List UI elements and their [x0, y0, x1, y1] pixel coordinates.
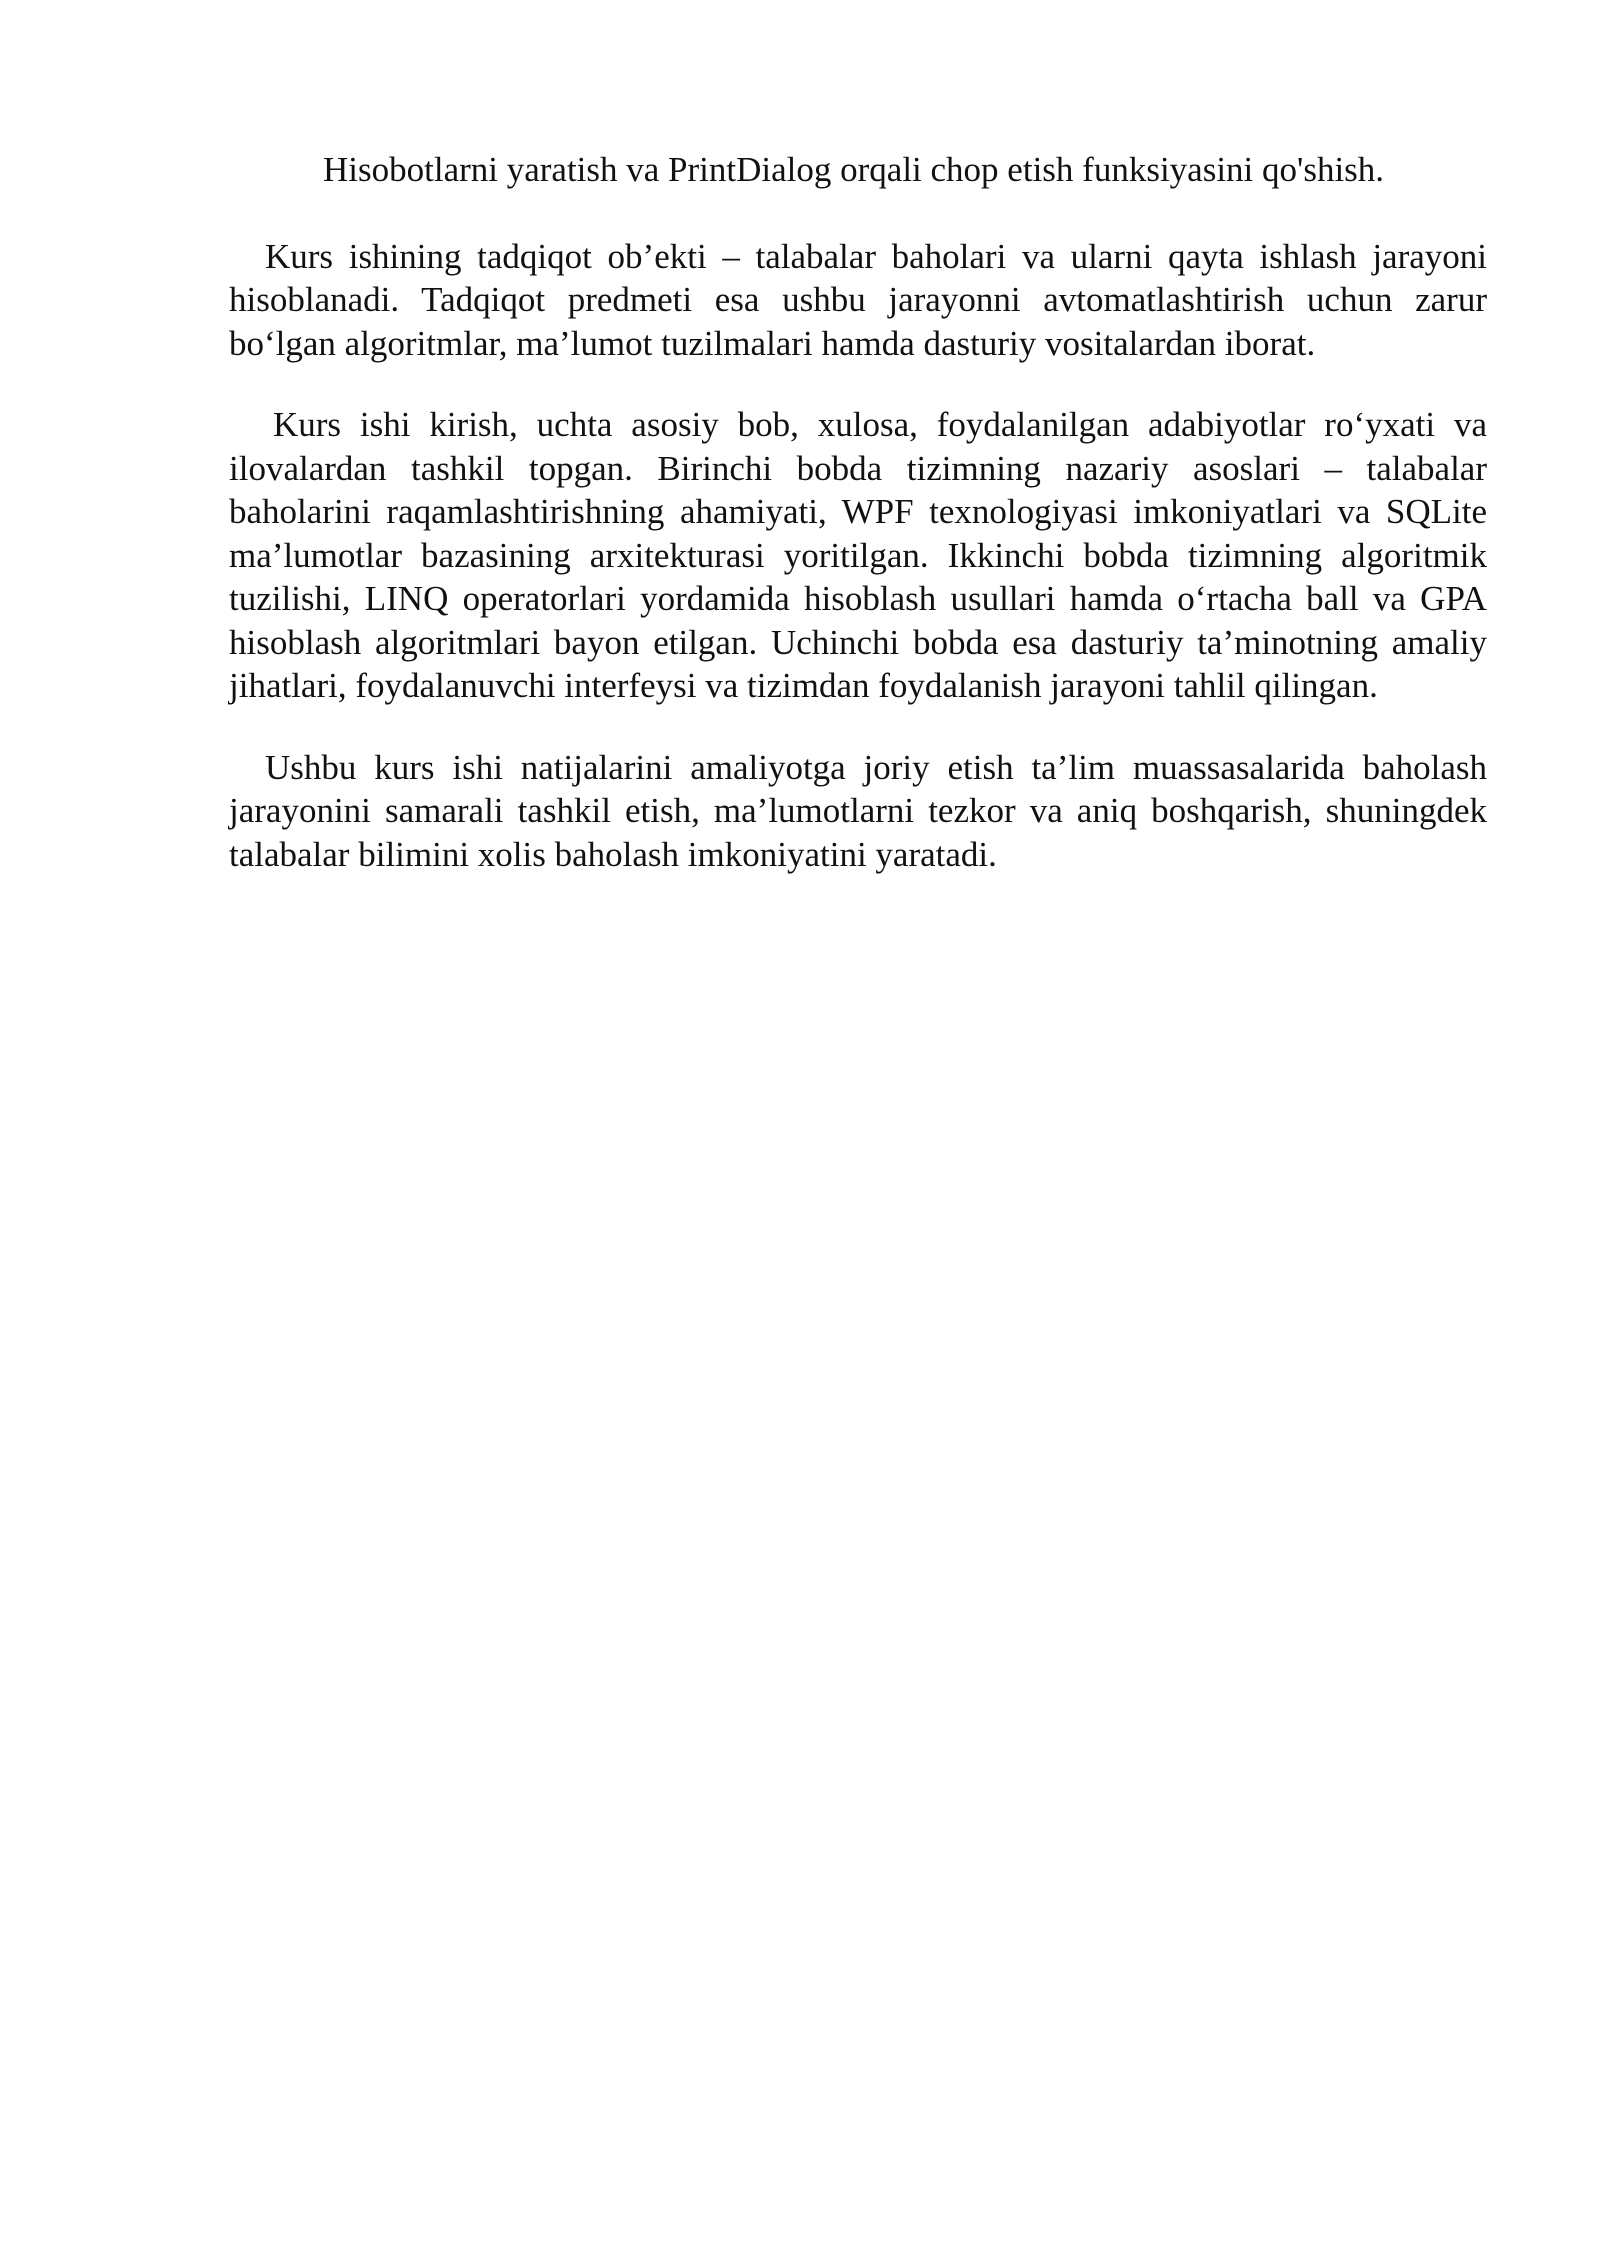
paragraph-structure: Kurs ishi kirish, uchta asosiy bob, xulosa, foydalanilgan adabiyotlar ro‘yxati va ilovalardan tashkil topgan. Birinchi bobda tizimning nazariy asoslari – talabalar baholarini raqamlashtirishning ahamiyati, WPF texnologiyasi imkoniyatlari va SQLite ma’lumotlar bazasining arxitekturasi yoritilgan. Ikkinchi bobda tizimning algoritmik tuzilishi, LINQ operatorlari yordamida hisoblash usullari hamda o‘rtacha ball va GPA hisoblash algoritmlari bayon etilgan. Uchinchi bobda esa dasturiy ta’minotning amaliy jihatlari, foydalanuvchi interfeysi va tizimdan foydalanish jarayoni tahlil qilingan. — [229, 405, 1487, 705]
paragraph-research-object: Kurs ishining tadqiqot ob’ekti – talabalar baholari va ularni qayta ishlash jarayoni hisoblanadi. Tadqiqot predmeti esa ushbu jarayonni avtomatlashtirish uchun zarur bo‘lgan algoritmlar, ma’lumot tuzilmalari hamda dasturiy vositalardan iborat. — [229, 236, 1487, 363]
paragraph-task-item: Hisobotlarni yaratish va PrintDialog orqali chop etish funksiyasini qo'shish. — [323, 150, 1385, 189]
paragraph-practical-significance: Ushbu kurs ishi natijalarini amaliyotga joriy etish ta’lim muassasalarida baholash jarayonini samarali tashkil etish, ma’lumotlarni tezkor va aniq boshqarish, shuningdek talabalar bilimini xolis baholash imkoniyatini yaratadi. — [229, 747, 1487, 874]
document-body — [229, 148, 1487, 914]
